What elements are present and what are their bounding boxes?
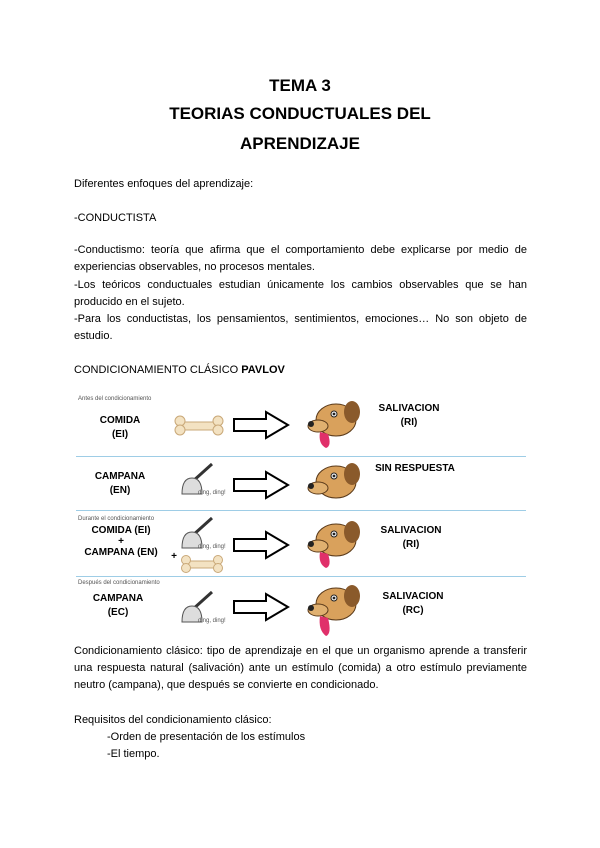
dog-salivating-icon — [304, 518, 366, 570]
caption-before: Antes del condicionamiento — [78, 396, 152, 402]
bullet-3-line-1: -Para los conductistas, los pensamientos, sentimientos, emociones… No son objeto de — [74, 313, 527, 325]
definition-line-1: Condicionamiento clásico: tipo de aprendizaje en el que un organismo aprende a transferir — [74, 645, 527, 657]
row1-stimulus: COMIDA — [99, 415, 141, 426]
title-line-1: TEMA 3 — [269, 76, 331, 95]
bone-icon — [174, 414, 224, 438]
dog-salivating-icon — [304, 398, 366, 450]
row3-plus: + — [118, 536, 124, 547]
bullet-1-line-2: experiencias observables, no procesos mentales. — [74, 261, 315, 273]
row1-response: SALIVACION — [378, 403, 440, 414]
arrow-icon — [232, 470, 290, 500]
row3-response-code: (RI) — [402, 539, 420, 550]
arrow-icon — [232, 592, 290, 622]
title-line-2: TEORIAS CONDUCTUALES DEL — [169, 104, 431, 123]
section-heading-text: CONDICIONAMIENTO CLÁSICO — [74, 364, 239, 376]
row3-bell-text: ding, ding! — [198, 544, 226, 550]
bullet-1-line-1: -Conductismo: teoría que afirma que el comportamiento debe explicarse por medio de — [74, 244, 527, 256]
definition-line-2: una respuesta natural (salivación) ante un estímulo (comida) a otro estímulo previamente — [74, 662, 527, 674]
row4-response-code: (RC) — [402, 605, 424, 616]
dog-salivating-icon — [304, 582, 366, 638]
row2-stimulus: CAMPANA — [94, 471, 146, 482]
row3-stimulus-b: CAMPANA (EN) — [84, 547, 158, 558]
row-separator — [76, 576, 526, 577]
caption-after: Después del condicionamiento — [78, 580, 160, 586]
intro-conductista: -CONDUCTISTA — [74, 212, 157, 224]
row4-response: SALIVACION — [382, 591, 444, 602]
row-separator — [76, 510, 526, 511]
row3-stimulus-a: COMIDA (EI) — [91, 525, 151, 536]
title-line-3: APRENDIZAJE — [240, 134, 360, 153]
dog-icon — [304, 460, 366, 502]
row4-bell-text: ding, ding! — [198, 618, 226, 624]
row4-stimulus-code: (EC) — [107, 607, 129, 618]
requisitos-item: -El tiempo. — [107, 748, 160, 760]
definition-line-3: neutro (campana), que después se convierte en condicionado. — [74, 679, 379, 691]
section-heading-bold: PAVLOV — [241, 364, 285, 376]
arrow-icon — [232, 530, 290, 560]
row1-stimulus-code: (EI) — [111, 429, 129, 440]
row1-response-code: (RI) — [400, 417, 418, 428]
section-heading — [74, 362, 527, 380]
row2-bell-text: ding, ding! — [198, 490, 226, 496]
bone-icon — [180, 554, 224, 574]
row3-small-plus: + — [171, 551, 177, 562]
row2-stimulus-code: (EN) — [109, 485, 131, 496]
caption-during: Durante el condicionamiento — [78, 516, 155, 522]
bullet-3-line-2: estudio. — [74, 330, 113, 342]
requisitos-item: -Orden de presentación de los estímulos — [107, 731, 306, 743]
bullet-2-line-2: producido en el sujeto. — [74, 296, 185, 308]
arrow-icon — [232, 410, 290, 440]
requisitos-title: Requisitos del condicionamiento clásico: — [74, 714, 272, 726]
row2-response: SIN RESPUESTA — [375, 463, 455, 474]
row-separator — [76, 456, 526, 457]
bullet-2-line-1: -Los teóricos conductuales estudian únicamente los cambios observables que se han — [74, 279, 527, 291]
intro-enfoques: Diferentes enfoques del aprendizaje: — [74, 178, 254, 190]
pavlov-diagram — [68, 392, 530, 638]
row4-stimulus: CAMPANA — [92, 593, 144, 604]
row3-response: SALIVACION — [380, 525, 442, 536]
